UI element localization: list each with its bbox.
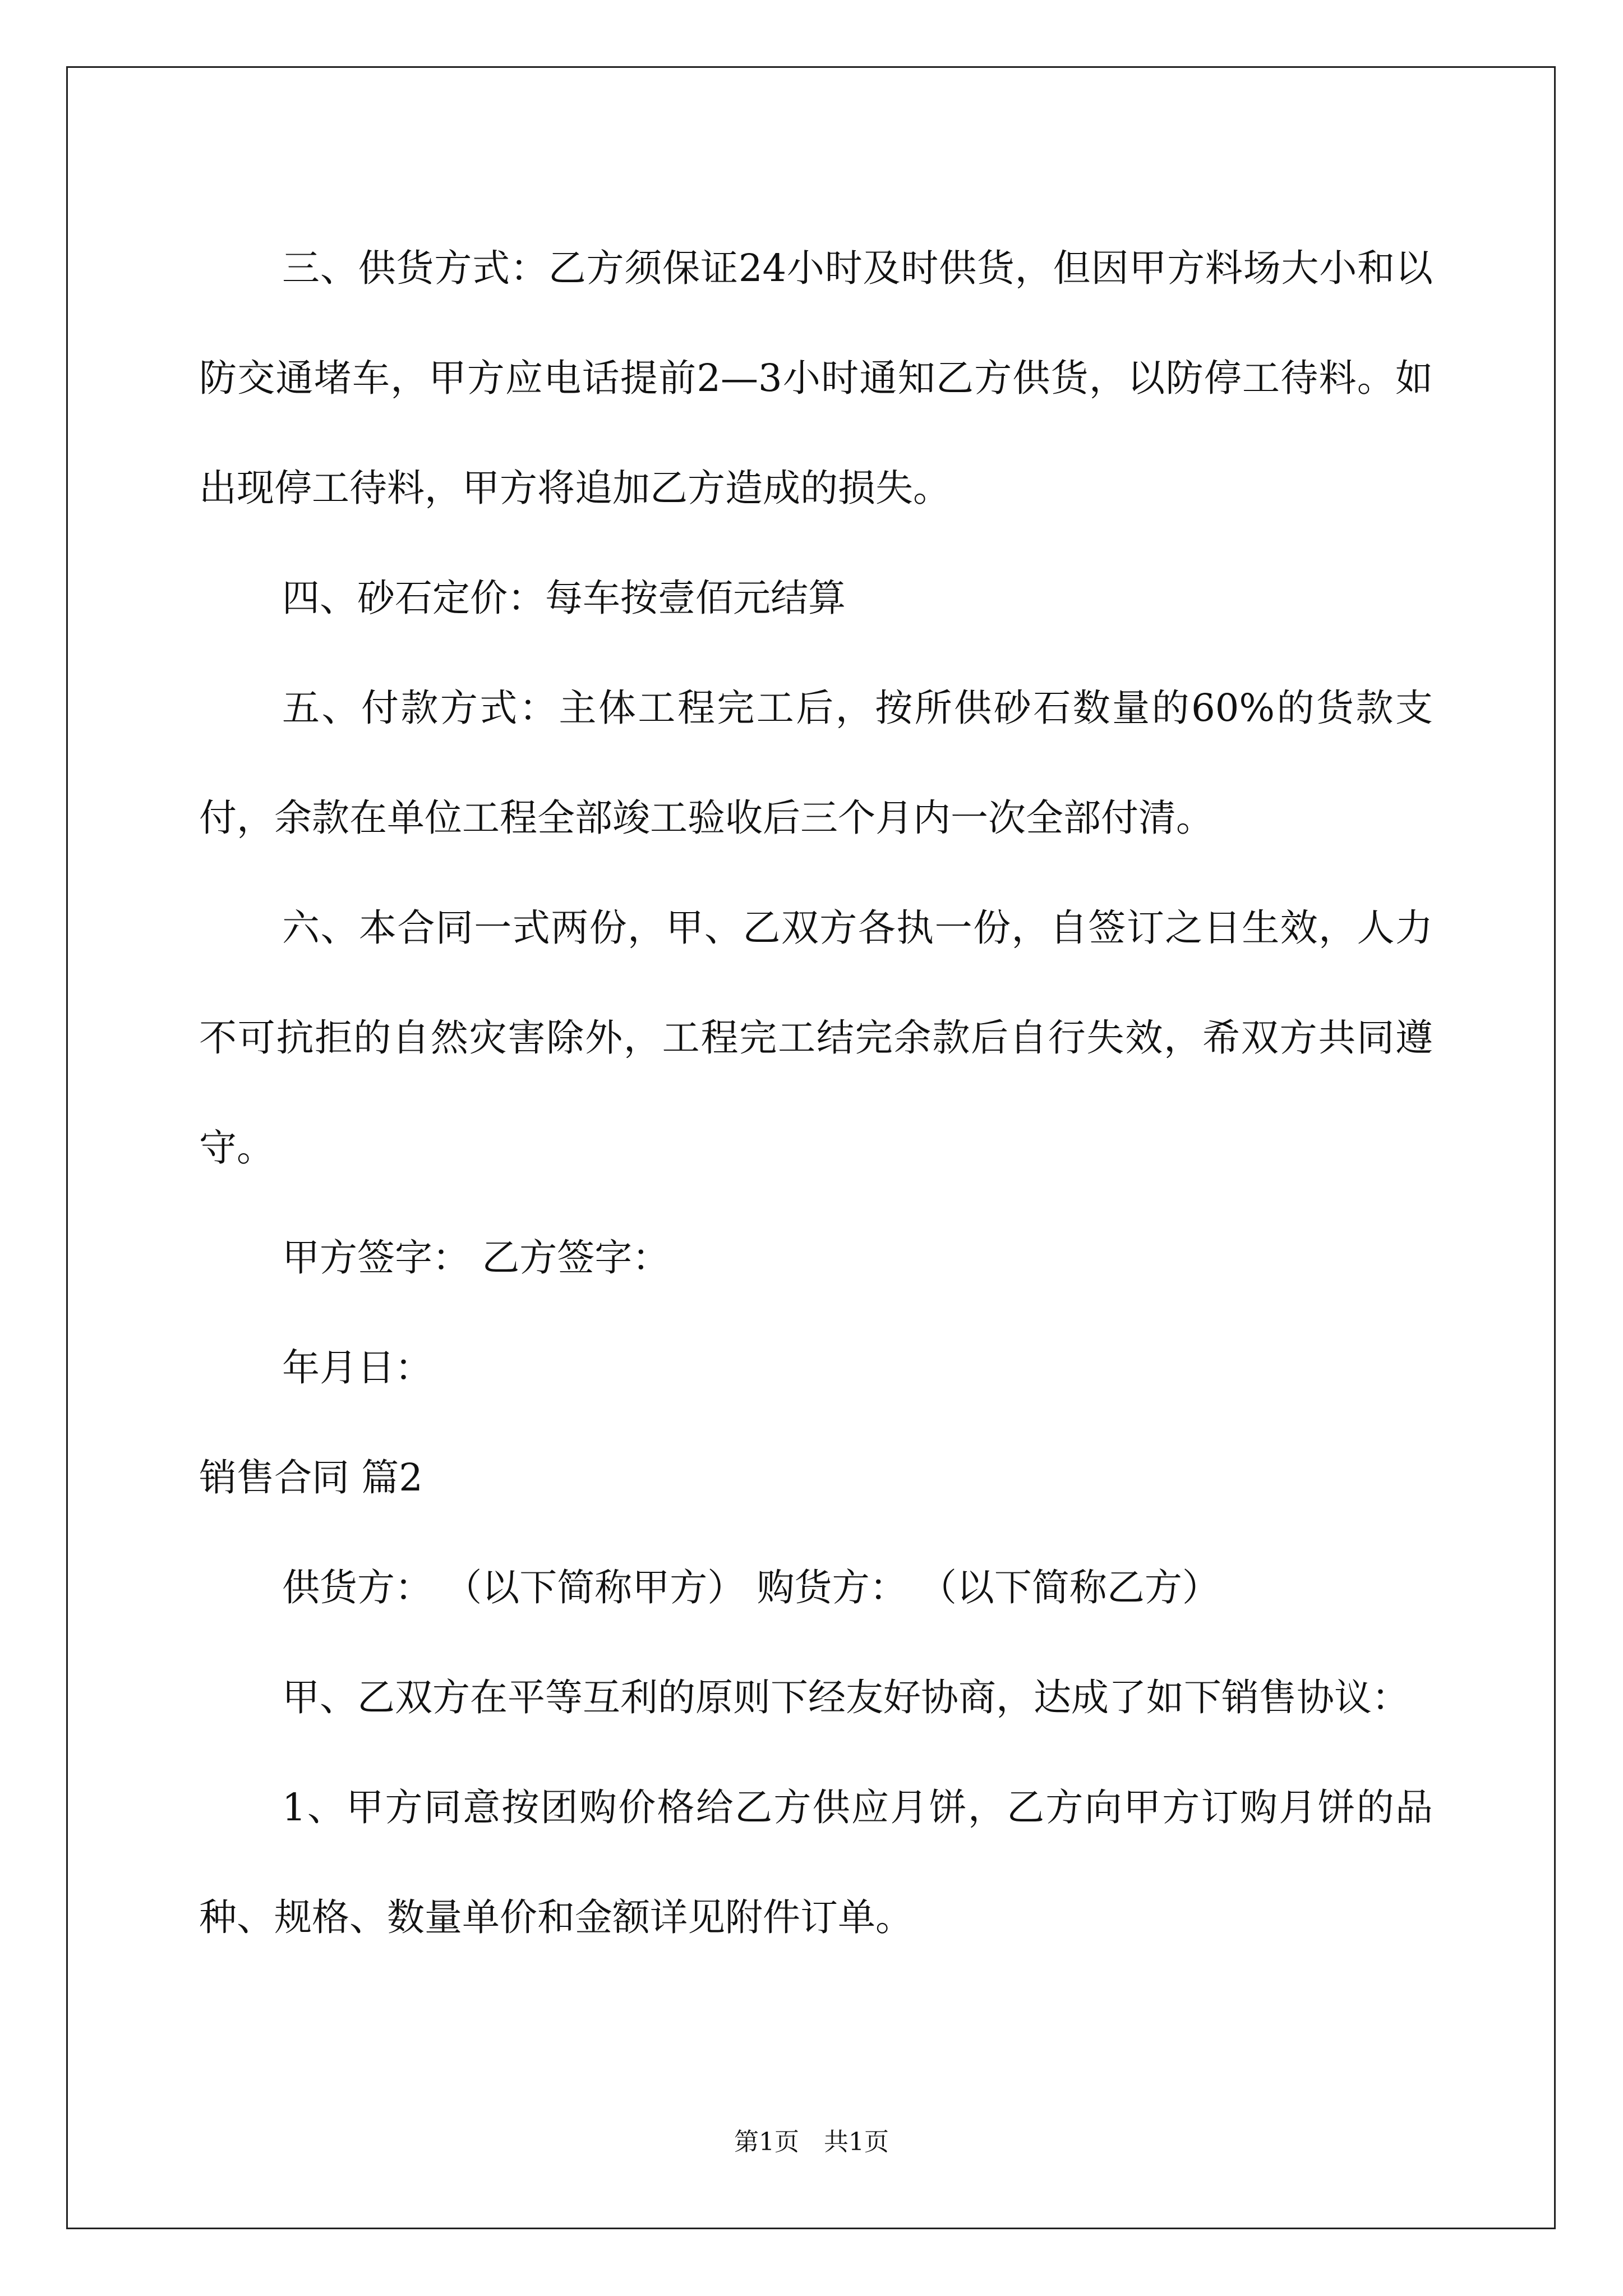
paragraph-date: 年月日： <box>282 1346 432 1389</box>
page-footer: 第1页 共1页 <box>734 2128 889 2156</box>
paragraph-clause-1: 1、甲方同意按团购价格给乙方供应月饼，乙方向甲方订购月饼的品种、规格、数量单价和金额详见附件订单。 <box>199 1786 1433 1939</box>
paragraph-copies: 六、本合同一式两份，甲、乙双方各执一份，自签订之日生效，人力不可抗拒的自然灾害除外，工程完工结完余款后自行失效，希双方共同遵守。 <box>199 906 1433 1170</box>
paragraph-payment: 五、付款方式：主体工程完工后，按所供砂石数量的60%的货款支付，余款在单位工程全部竣工验收后三个月内一次全部付清。 <box>199 686 1433 840</box>
paragraph-pricing: 四、砂石定价：每车按壹佰元结算 <box>282 576 846 620</box>
paragraph-agreement-intro: 甲、乙双方在平等互利的原则下经友好协商，达成了如下销售协议： <box>282 1676 1409 1719</box>
section-heading: 销售合同 篇2 <box>199 1456 423 1499</box>
paragraph-signatures: 甲方签字： 乙方签字： <box>282 1236 670 1280</box>
paragraph-parties: 供货方： （以下简称甲方） 购货方： （以下简称乙方） <box>282 1566 1220 1609</box>
document-body <box>199 213 1433 1972</box>
paragraph-supply-method: 三、供货方式：乙方须保证24小时及时供货，但因甲方料场大小和以防交通堵车，甲方应电话提前2—3小时通知乙方供货，以防停工待料。如出现停工待料，甲方将追加乙方造成的损失。 <box>199 246 1433 510</box>
